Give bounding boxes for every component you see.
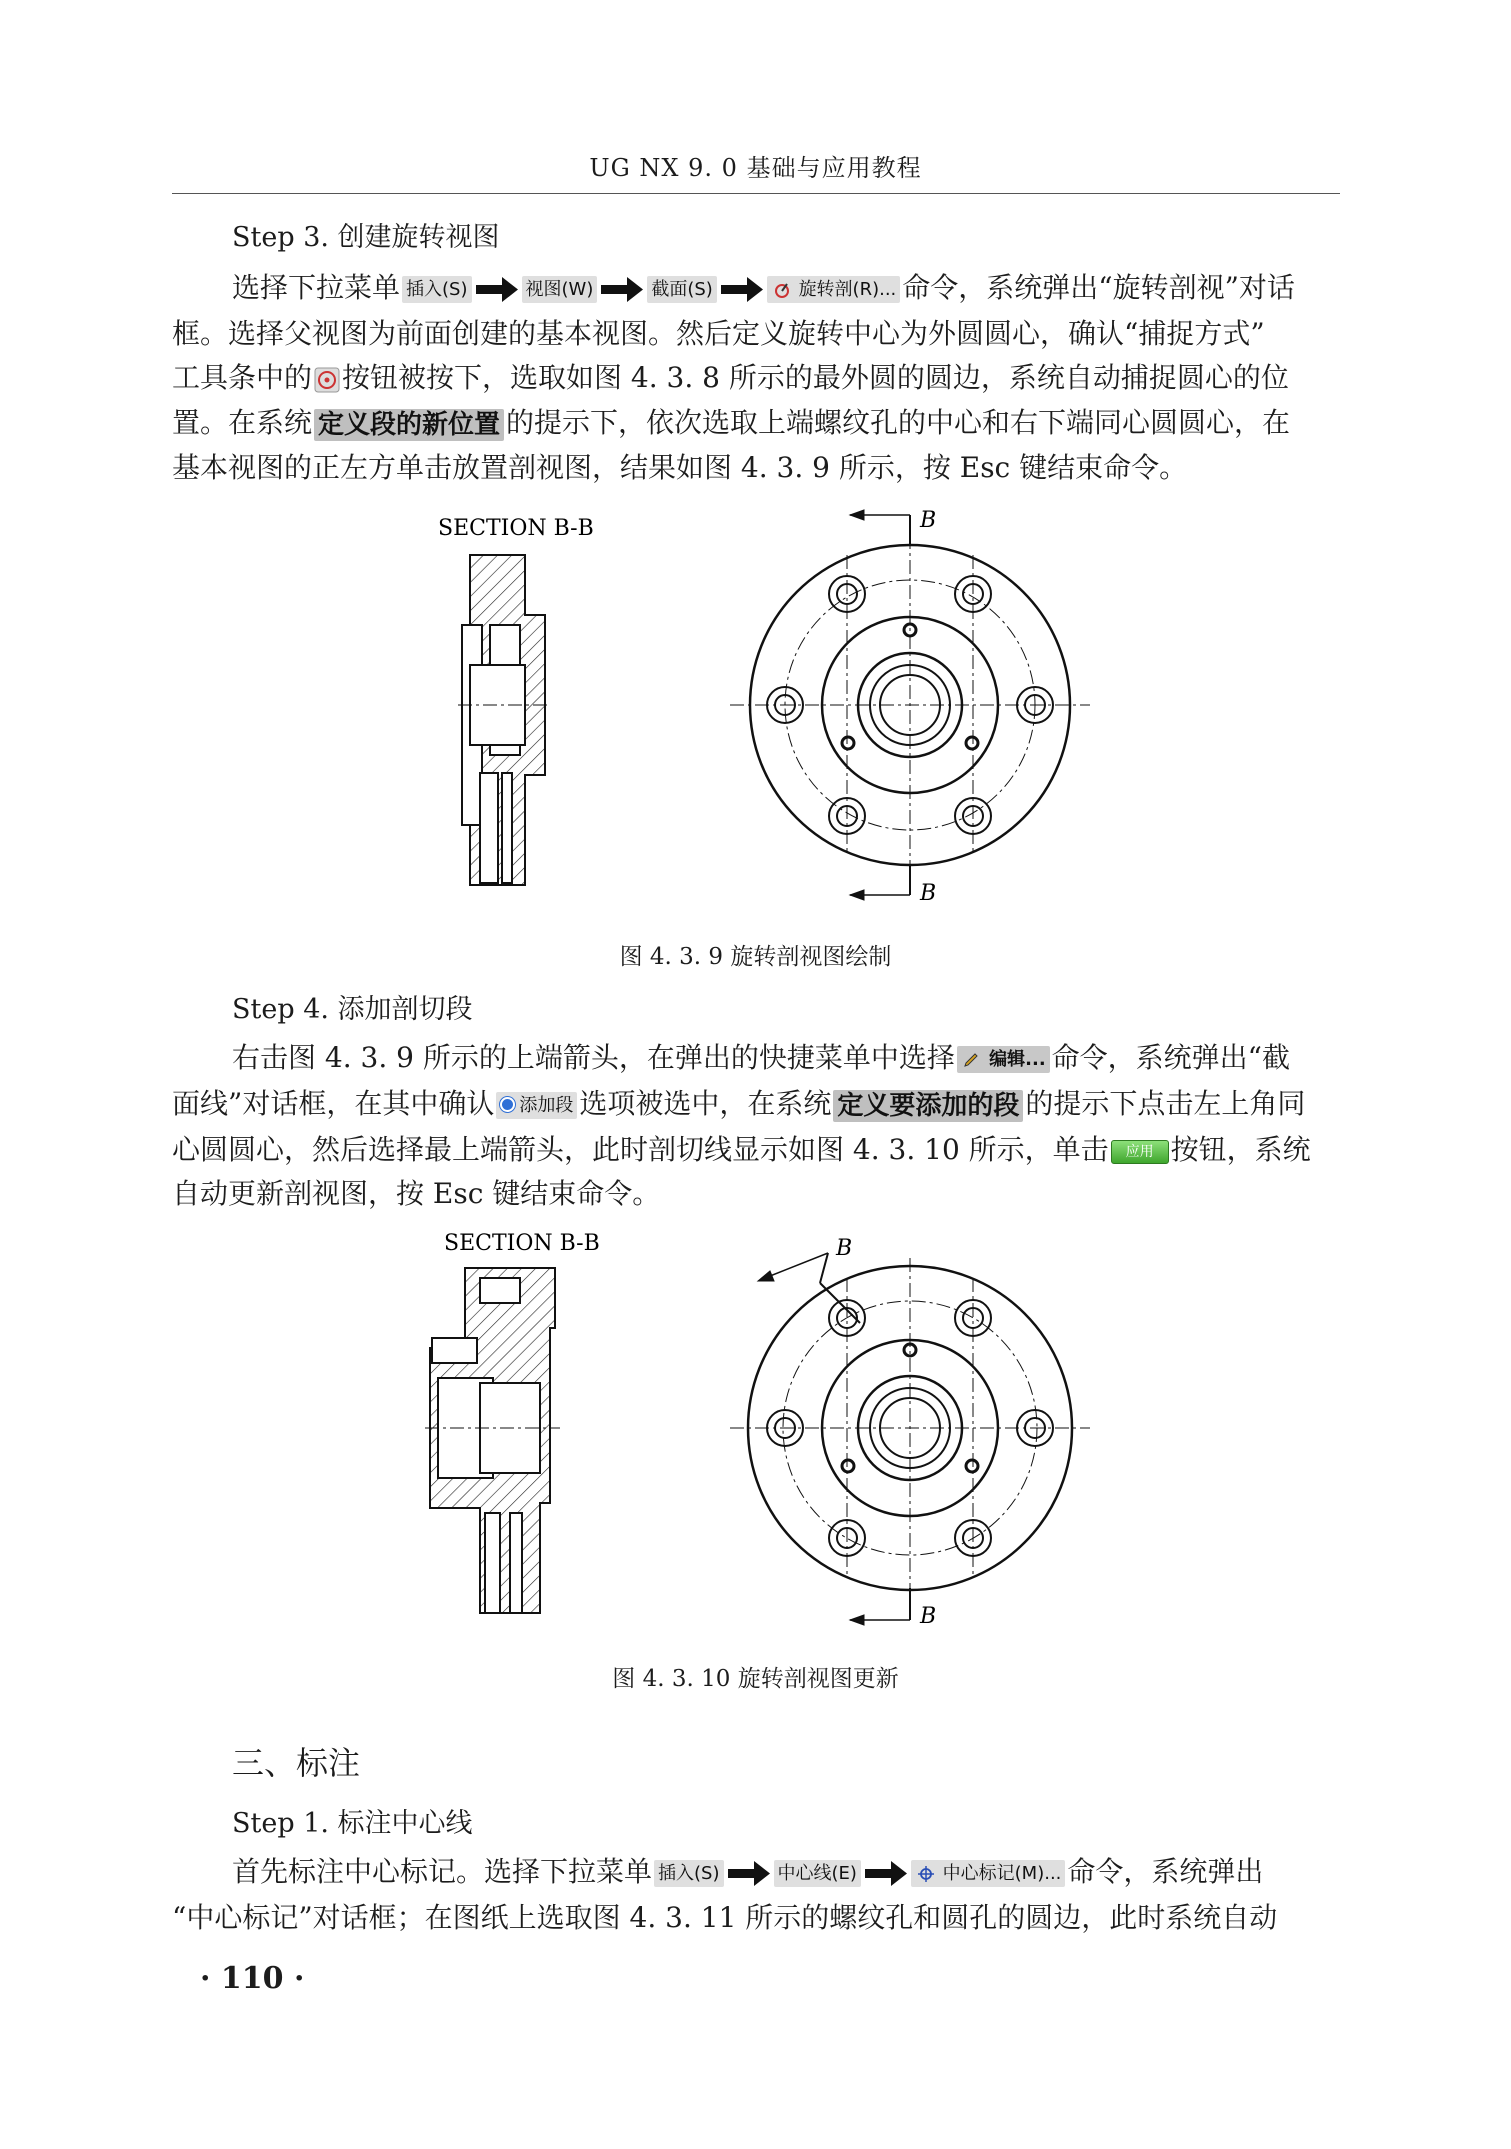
figure-4-3-10 — [420, 1228, 1100, 1633]
revolved-section-icon — [773, 281, 791, 299]
step4-line4: 自动更新剖视图，按 Esc 键结束命令。 — [172, 1177, 661, 1210]
figure-caption: 图 4. 3. 10 旋转剖视图更新 — [612, 1666, 899, 1692]
section-label: SECTION B-B — [438, 516, 594, 541]
menu-view[interactable]: 视图(W) — [522, 276, 598, 303]
figure-caption: 图 4. 3. 9 旋转剖视图绘制 — [619, 944, 892, 970]
center-mark-icon — [917, 1865, 935, 1883]
main-view — [730, 510, 1090, 900]
menu-section[interactable]: 截面(S) — [647, 276, 716, 303]
menu-edit[interactable]: 编辑... — [957, 1046, 1050, 1073]
step1-title: Step 1. 标注中心线 — [232, 1808, 473, 1839]
step3-line1: 选择下拉菜单 插入(S) 视图(W) 截面(S) 旋转剖(R)... 命令，系统弹出“旋转剖视”对话 — [232, 271, 1295, 304]
menu-centerline[interactable]: 中心线(E) — [774, 1860, 861, 1887]
step1-line2: “中心标记”对话框；在图纸上选取图 4. 3. 11 所示的螺纹孔和圆孔的圆边，此时系统自动 — [172, 1901, 1278, 1934]
figure-4-3-9 — [420, 505, 1100, 910]
cut-label-top: B — [836, 1236, 853, 1261]
arrow-right-icon — [601, 276, 643, 303]
snap-center-icon[interactable] — [314, 367, 340, 393]
arrow-right-icon — [476, 276, 518, 303]
section-view — [458, 555, 550, 885]
step3-line5: 基本视图的正左方单击放置剖视图，结果如图 4. 3. 9 所示，按 Esc 键结束命令。 — [172, 451, 1188, 484]
cut-label-bottom: B — [920, 881, 937, 906]
cut-label-bottom: B — [920, 1604, 937, 1629]
step3-line3: 工具条中的 按钮被按下，选取如图 4. 3. 8 所示的最外圆的圆边，系统自动捕捉圆心的位 — [172, 361, 1289, 394]
arrow-right-icon — [721, 276, 763, 303]
step4-title: Step 4. 添加剖切段 — [232, 994, 473, 1025]
main-view — [730, 1253, 1090, 1625]
arrow-right-icon — [865, 1860, 907, 1887]
step1-line1: 首先标注中心标记。选择下拉菜单 插入(S) 中心线(E) 中心标记(M)... 命令，系统弹出 — [232, 1855, 1264, 1888]
step4-line2: 面线”对话框，在其中确认 添加段 选项被选中，在系统 定义要添加的段 的提示下点击左上角同 — [172, 1087, 1306, 1121]
drawing-updated-section — [420, 1228, 1100, 1633]
step4-line3: 心圆圆心，然后选择最上端箭头，此时剖切线显示如图 4. 3. 10 所示，单击 应用 按钮，系统 — [172, 1133, 1311, 1166]
header-rule — [172, 193, 1340, 194]
section-heading: 三、标注 — [232, 1744, 361, 1782]
menu-center-mark[interactable]: 中心标记(M)... — [911, 1860, 1065, 1887]
menu-insert[interactable]: 插入(S) — [654, 1860, 723, 1887]
section-label: SECTION B-B — [444, 1231, 600, 1256]
step3-title: Step 3. 创建旋转视图 — [232, 222, 500, 253]
step3-line4: 置。在系统 定义段的新位置 的提示下，依次选取上端螺纹孔的中心和右下端同心圆圆心，在 — [172, 406, 1291, 440]
add-segment-radio[interactable]: 添加段 — [496, 1092, 577, 1119]
arrow-right-icon — [728, 1860, 770, 1887]
section-view — [425, 1268, 560, 1613]
step4-line1: 右击图 4. 3. 9 所示的上端箭头，在弹出的快捷菜单中选择 编辑... 命令，系统弹出“截 — [232, 1041, 1290, 1074]
apply-button[interactable]: 应用 — [1111, 1140, 1169, 1164]
page-number: · 110 · — [200, 1961, 305, 1996]
menu-revolved-section[interactable]: 旋转剖(R)... — [767, 276, 900, 303]
prompt-define-segment: 定义要添加的段 — [833, 1090, 1023, 1122]
step3-line2: 框。选择父视图为前面创建的基本视图。然后定义旋转中心为外圆圆心，确认“捕捉方式” — [172, 317, 1265, 350]
cut-label-top: B — [920, 508, 937, 533]
prompt-define-new-position: 定义段的新位置 — [314, 409, 504, 441]
running-header: UG NX 9. 0 基础与应用教程 — [589, 154, 922, 182]
edit-icon — [963, 1051, 981, 1069]
menu-insert[interactable]: 插入(S) — [402, 276, 471, 303]
drawing-revolved-section — [420, 505, 1100, 910]
